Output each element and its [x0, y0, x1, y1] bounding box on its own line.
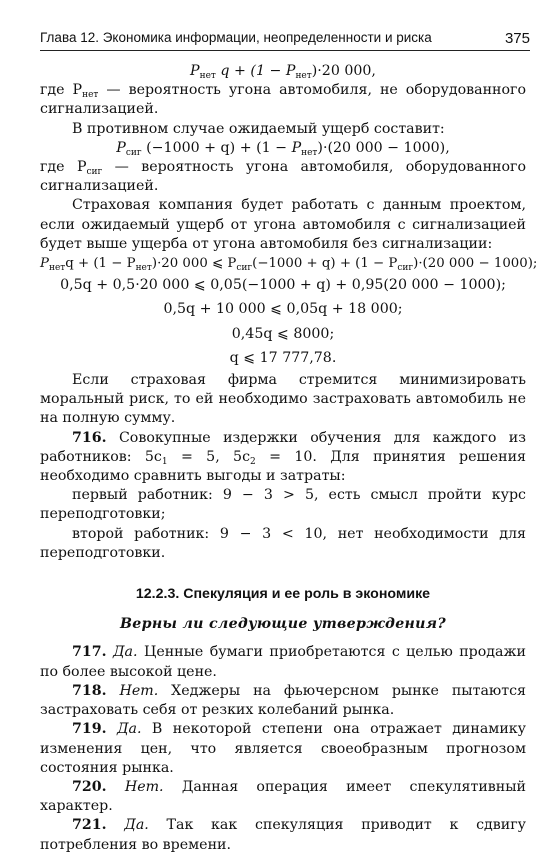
answer-verdict: Да. [124, 817, 149, 834]
answer-text: Так как спекуляция приводит к сдвигу потребления во времени. [40, 817, 526, 853]
page-body [40, 62, 538, 855]
answer-text: Хеджеры на фьючерсном рынке пытаются застраховать себя от резких колебаний рынка. [40, 682, 527, 719]
chapter-title: Глава 12. Экономика информации, неопределенности и риска [40, 30, 432, 45]
section-title: 12.2.3. Спекуляция и ее роль в экономике [135, 586, 431, 603]
running-header [40, 30, 530, 51]
answer-text: Данная операция имеет спекулятивный характер. [40, 778, 526, 815]
equation-expected-loss-alarm: $P_{сиг}$ $(-1000 + q) + (1 - P_{нет})\cdot(20$ 000 − 1000), [116, 139, 450, 158]
inequality-line-4: 0,45q ⩽ 8000; [231, 325, 335, 342]
inequality-line-5: q ⩽ 17 777,78. [229, 349, 337, 366]
answer-item [40, 682, 526, 720]
answer-verdict: Нет. [124, 778, 164, 795]
answer-number: 720. [72, 778, 107, 795]
answer-verdict: Нет. [119, 682, 159, 699]
answers-list [40, 643, 526, 854]
answer-number: 717. [72, 644, 107, 661]
answer-716-second-worker: второй работник: 9 − 3 < 10, нет необходимости для переподготовки. [40, 525, 526, 561]
answer-716: 716. Совокупные издержки обучения для каждого из работников: $5c_1 = 5$, $5c_2 = 10$. Для принятия решения необходимо сравнить выгоды и затраты: [40, 429, 526, 485]
answer-text: Ценные бумаги приобретаются с целью продажи по более высокой цене. [40, 644, 527, 680]
answer-716-first-worker: первый работник: 9 − 3 > 5, есть смысл пройти курс переподготовки; [40, 487, 526, 523]
paragraph-insurer: Страховая компания будет работать с данным проектом, если ожидаемый ущерб от угона автомобиля с сигнализацией будет выше ущерба от угона автомобиля без сигнализации: [40, 197, 526, 252]
page-number: 375 [504, 30, 530, 47]
where-p-sig: где $P_{сиг}$ — вероятность угона автомобиля, оборудованного сигнализацией. [40, 159, 527, 195]
answer-item [40, 816, 526, 854]
equation-expected-loss-no-alarm: $P_{нет}$ $q + (1 - P_{нет})\cdot 20$ 000, [190, 63, 376, 81]
inequality-line-1: $P_{нет}q + (1 - P_{нет})\cdot 20$ 000 ⩽ $P_{сиг}(-1000 + q) + (1 - P_{сиг})\cdot(20$ 000 − 1000); [40, 256, 538, 274]
answer-number: 719. [72, 721, 107, 738]
where-p-net: где $P_{нет}$ — вероятность угона автомобиля, не оборудованного сигнализацией. [40, 82, 527, 118]
answer-verdict: Да. [113, 644, 138, 661]
answer-item [40, 778, 526, 816]
paragraph-moral-risk: Если страховая фирма стремится минимизировать моральный риск, то ей необходимо застраховать автомобиль не на полную сумму. [40, 372, 526, 427]
inequality-line-2: 0,5q + 0,5·20 000 ⩽ 0,05(−1000 + q) + 0,95(20 000 − 1000); [60, 277, 506, 294]
inequality-line-3: 0,5q + 10 000 ⩽ 0,05q + 18 000; [163, 301, 403, 318]
answer-number: 721. [72, 817, 107, 834]
paragraph-otherwise: В противном случае ожидаемый ущерб составит: [72, 120, 445, 137]
answer-item [40, 643, 526, 681]
answer-verdict: Да. [116, 721, 142, 738]
subsection-title: Верны ли следующие утверждения? [119, 616, 447, 633]
answer-item [40, 720, 526, 778]
answer-text: В некоторой степени она отражает динамику изменения цен, что является своеобразным прогнозом состояния рынка. [40, 721, 527, 776]
answer-number: 718. [72, 682, 107, 699]
